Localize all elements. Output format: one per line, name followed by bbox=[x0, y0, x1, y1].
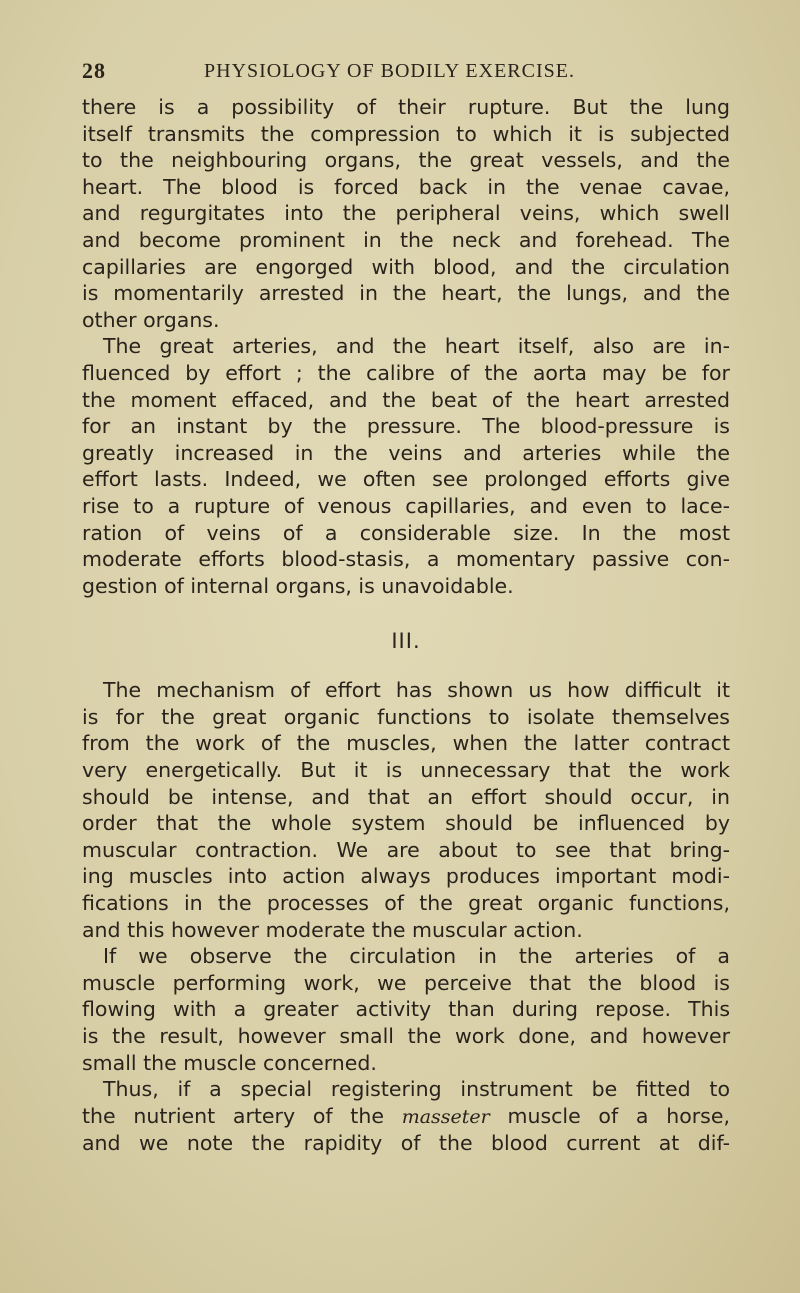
text-line: effort lasts. Indeed, we often see prolonged efforts give bbox=[82, 467, 730, 492]
text-line: The great arteries, and the heart itself, also are in- bbox=[103, 334, 730, 359]
text-line: is for the great organic functions to isolate themselves bbox=[82, 704, 730, 729]
section-heading: III. bbox=[391, 629, 421, 654]
text-line: fluenced by effort ; the calibre of the aorta may be for bbox=[82, 360, 730, 385]
text-line: gestion of internal organs, is unavoidable. bbox=[82, 573, 514, 598]
text-line: ing muscles into action always produces important modi- bbox=[82, 864, 730, 889]
text-line: muscle performing work, we perceive that the blood is bbox=[82, 970, 730, 995]
text-line: the moment effaced, and the beat of the heart arrested bbox=[82, 387, 730, 412]
text-line bbox=[82, 1103, 730, 1131]
paragraph-3 bbox=[82, 677, 730, 943]
text-line: The mechanism of effort has shown us how difficult it bbox=[103, 678, 730, 703]
text-line: there is a possibility of their rupture. But the lung bbox=[82, 95, 730, 119]
text-line: and regurgitates into the peripheral veins, which swell bbox=[82, 201, 730, 226]
text-line: rise to a rupture of venous capillaries, and even to lace- bbox=[82, 493, 730, 518]
text-line: is momentarily arrested in the heart, the lungs, and the bbox=[82, 281, 730, 306]
paragraph-1 bbox=[82, 94, 730, 333]
text-line: order that the whole system should be influenced by bbox=[82, 811, 730, 836]
text-line: to the neighbouring organs, the great vessels, and the bbox=[82, 148, 730, 173]
text-line: should be intense, and that an effort should occur, in bbox=[82, 784, 730, 809]
paragraph-2 bbox=[82, 333, 730, 599]
text-line: moderate efforts blood-stasis, a momentary passive con- bbox=[82, 547, 730, 572]
text-line: very energetically. But it is unnecessary that the work bbox=[82, 758, 730, 783]
page-number: 28 bbox=[82, 58, 106, 83]
italic-term: masseter bbox=[401, 1105, 490, 1128]
paragraph-5 bbox=[82, 1076, 730, 1157]
text-line: If we observe the circulation in the arteries of a bbox=[103, 944, 730, 969]
text-line: Thus, if a special registering instrument be fitted to bbox=[103, 1077, 730, 1102]
text-line: flowing with a greater activity than during repose. This bbox=[82, 997, 730, 1022]
text-line: heart. The blood is forced back in the venae cavae, bbox=[82, 174, 730, 199]
text-fragment: the nutrient artery of the bbox=[82, 1103, 384, 1128]
text-line: capillaries are engorged with blood, and the circulation bbox=[82, 254, 730, 279]
running-head bbox=[82, 58, 730, 94]
text-line: muscular contraction. We are about to see that bring- bbox=[82, 837, 730, 862]
text-line: greatly increased in the veins and arteries while the bbox=[82, 440, 730, 465]
text-line: ration of veins of a considerable size. In the most bbox=[82, 520, 730, 545]
text-line: and we note the rapidity of the blood current at dif- bbox=[82, 1131, 730, 1156]
text-line: from the work of the muscles, when the latter contract bbox=[82, 731, 730, 756]
book-page bbox=[82, 58, 730, 1157]
text-line: and this however moderate the muscular action. bbox=[82, 917, 583, 942]
text-fragment: muscle of a horse, bbox=[507, 1103, 730, 1128]
paragraph-4 bbox=[82, 943, 730, 1076]
text-line: itself transmits the compression to which it is subjected bbox=[82, 121, 730, 146]
text-line: is the result, however small the work done, and however bbox=[82, 1024, 730, 1048]
running-title: PHYSIOLOGY OF BODILY EXERCISE. bbox=[204, 60, 575, 82]
text-line: for an instant by the pressure. The blood-pressure is bbox=[82, 414, 730, 439]
text-line: and become prominent in the neck and forehead. The bbox=[82, 227, 730, 252]
text-line: fications in the processes of the great organic functions, bbox=[82, 891, 730, 916]
text-line: small the muscle concerned. bbox=[82, 1050, 377, 1075]
text-line: other organs. bbox=[82, 307, 220, 332]
